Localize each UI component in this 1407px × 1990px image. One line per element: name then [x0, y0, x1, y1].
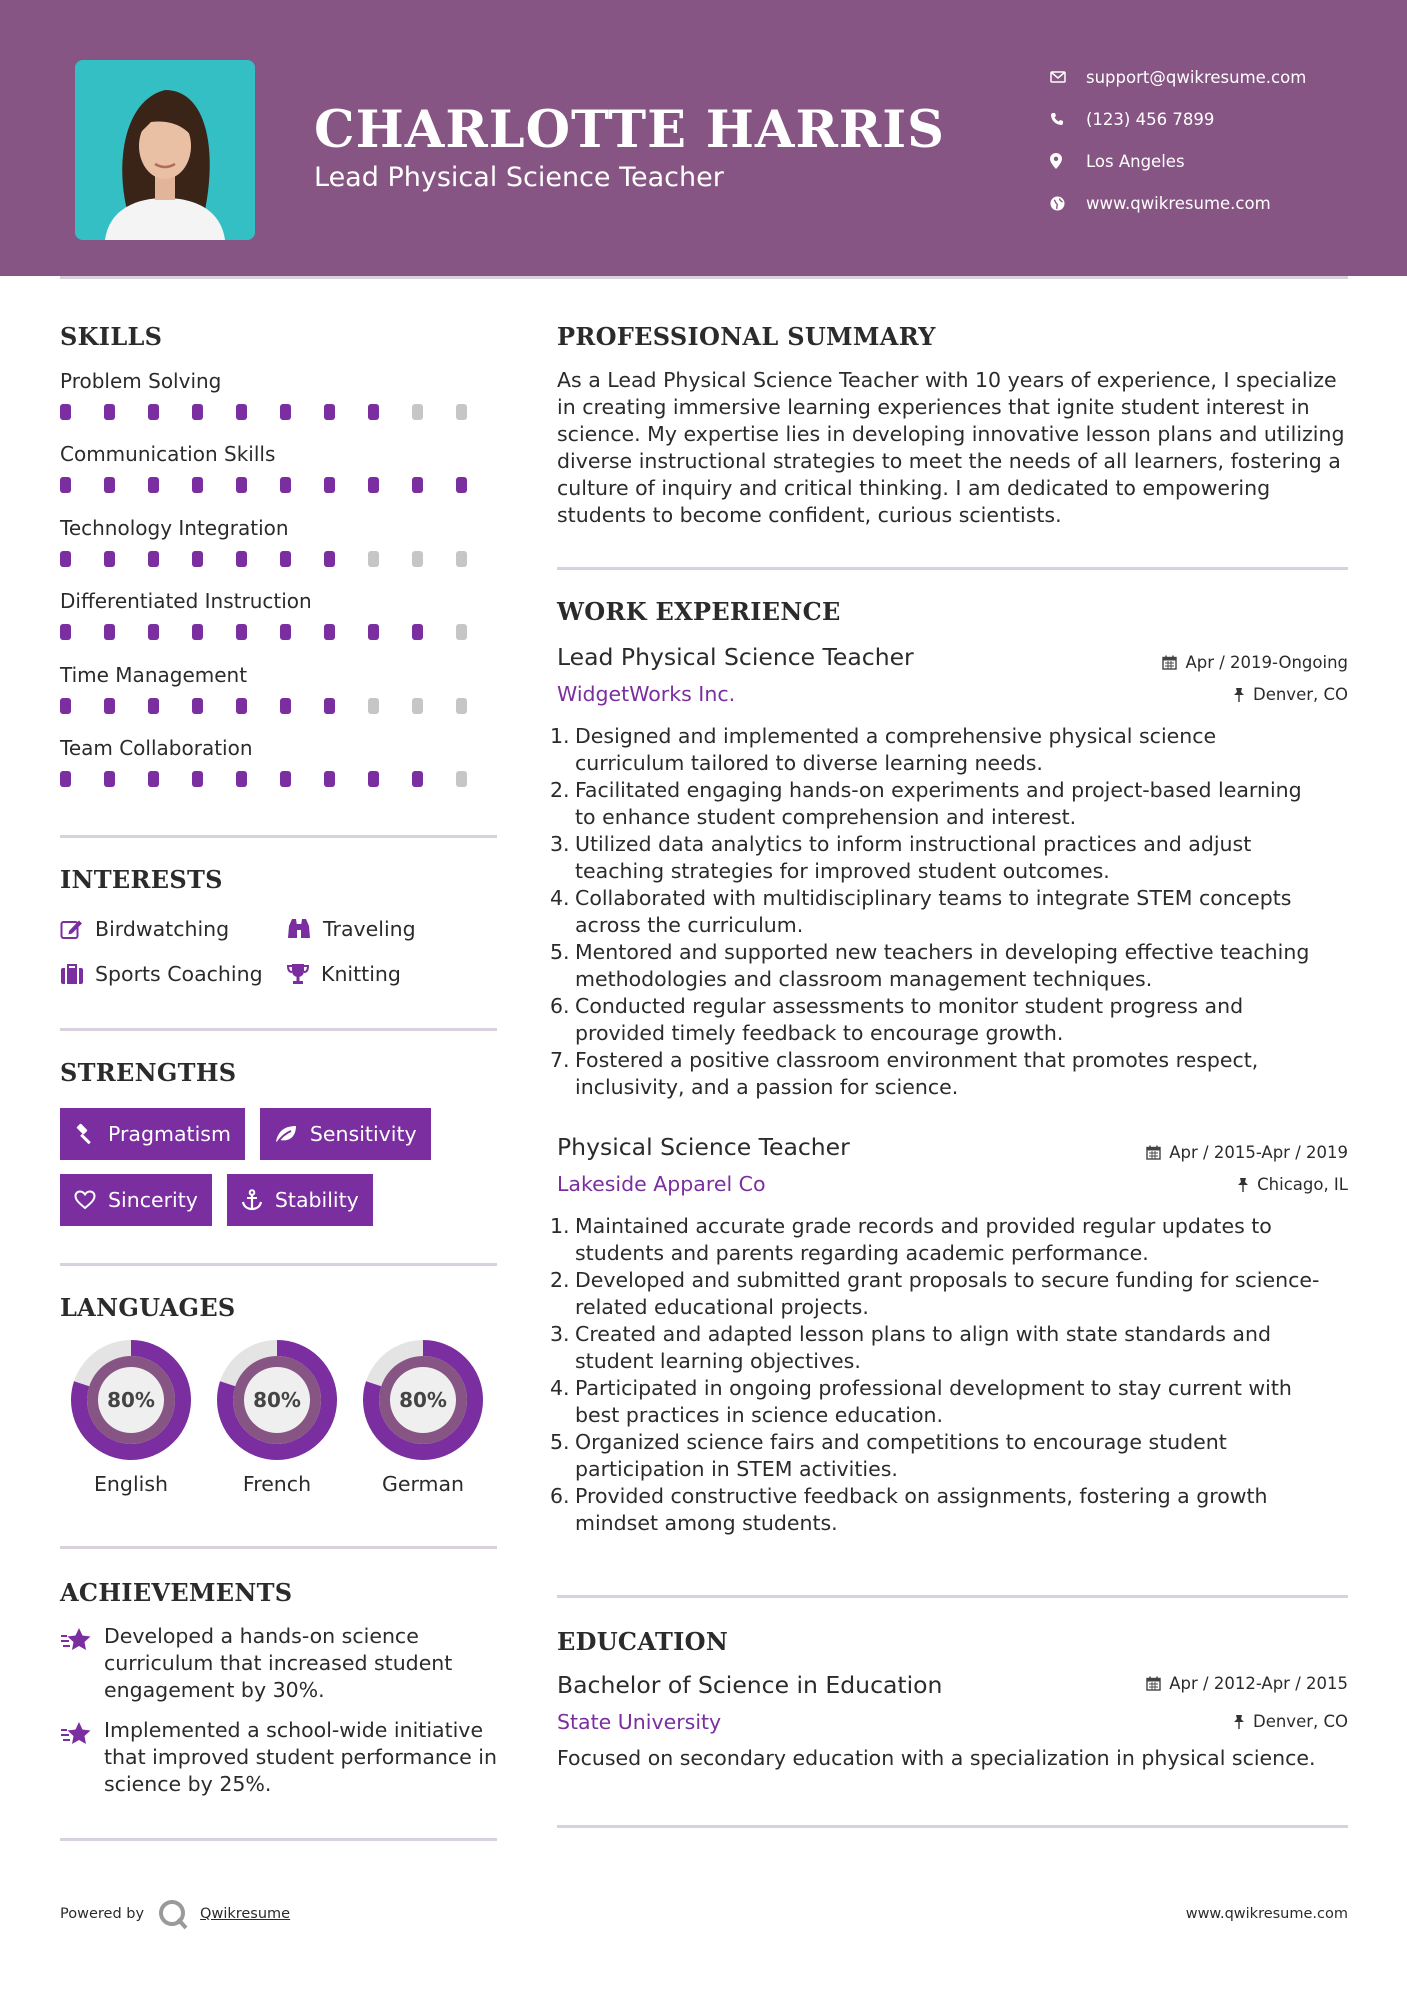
contact-phone-text: (123) 456 7899: [1086, 109, 1215, 129]
language-percent: 80%: [107, 1388, 155, 1412]
skill-name: Problem Solving: [60, 369, 222, 393]
responsibility-item: 2. Facilitated engaging hands-on experiments and project-based learning to enhance student comprehension and interest.: [550, 778, 1302, 829]
skill-rating-dot: [236, 771, 247, 787]
skill-rating-dot: [192, 477, 203, 493]
job-location-text: Denver, CO: [1252, 685, 1348, 704]
degree-title: Bachelor of Science in Education: [557, 1671, 943, 1699]
skill-rating-dot: [368, 477, 379, 493]
skill-rating-dot: [104, 551, 115, 567]
interest-label: Birdwatching: [95, 916, 230, 941]
skill-rating-dot: [236, 477, 247, 493]
language-item: [350, 1338, 496, 1496]
skill-rating-dot: [412, 404, 423, 420]
skill-rating-dot: [60, 698, 71, 714]
qwikresume-logo-icon: [156, 1897, 192, 1931]
skill-rating-dot: [192, 404, 203, 420]
skill-name: Communication Skills: [60, 442, 276, 467]
skills-list: [60, 366, 500, 806]
skill-rating-dot: [324, 698, 335, 714]
language-name: English: [93, 1472, 169, 1496]
job-title: Physical Science Teacher: [557, 1133, 850, 1161]
skill-rating-dot: [456, 771, 467, 787]
skill-rating-dot: [280, 771, 291, 787]
map-pin-icon: [1050, 153, 1086, 169]
strength-tag: [60, 1108, 245, 1160]
skill-rating-dot: [236, 404, 247, 420]
responsibility-item: 4. Participated in ongoing professional development to stay current with best practices in science education.: [550, 1376, 1292, 1427]
skill-rating-dot: [324, 404, 335, 420]
skill-name: Team Collaboration: [60, 735, 253, 760]
education-dates-text: Apr / 2012-Apr / 2015: [1169, 1674, 1348, 1693]
skill-rating-dot: [60, 551, 71, 567]
strength-label: Sensitivity: [309, 1122, 417, 1146]
gavel-icon: [74, 1123, 96, 1145]
trophy-icon: [286, 963, 310, 985]
company-name: Lakeside Apparel Co: [557, 1172, 766, 1196]
language-percent: 80%: [253, 1388, 301, 1412]
skill-name: Time Management: [60, 662, 248, 687]
contact-website-text: www.qwikresume.com: [1086, 193, 1271, 213]
responsibility-item: 4. Collaborated with multidisciplinary teams to integrate STEM concepts across the curriculum.: [550, 886, 1292, 937]
skill-rating-dot: [368, 624, 379, 640]
skill-rating-dot: [60, 477, 71, 493]
powered-by-text: Powered by: [60, 1906, 145, 1922]
skill-rating: [60, 624, 500, 640]
skill-rating-dot: [148, 551, 159, 567]
skill-rating-dot: [236, 698, 247, 714]
skill-item: [60, 586, 500, 659]
achievements-heading: ACHIEVEMENTS: [60, 1578, 293, 1607]
languages-heading: LANGUAGES: [60, 1293, 236, 1322]
language-name: French: [242, 1472, 312, 1496]
strength-tag: [227, 1174, 373, 1226]
skill-rating-dot: [60, 624, 71, 640]
suitcase-icon: [60, 963, 84, 985]
contact-email[interactable]: [1050, 56, 1390, 98]
pushpin-icon: [1233, 1714, 1245, 1729]
header-divider: [60, 276, 1348, 279]
profile-photo: [75, 60, 255, 240]
skill-rating-dot: [412, 698, 423, 714]
skill-rating-dot: [104, 624, 115, 640]
skill-rating: [60, 551, 500, 567]
language-progress-ring: [215, 1338, 339, 1462]
skill-item: [60, 366, 500, 439]
skill-rating-dot: [456, 477, 467, 493]
binoculars-icon: [286, 918, 312, 940]
language-progress-ring: [69, 1338, 193, 1462]
calendar-icon: [1162, 655, 1177, 670]
skill-rating-dot: [280, 624, 291, 640]
skill-rating-dot: [192, 698, 203, 714]
skill-rating-dot: [412, 624, 423, 640]
skill-rating-dot: [412, 477, 423, 493]
section-divider: [557, 1825, 1348, 1828]
skill-rating-dot: [368, 551, 379, 567]
responsibility-item: 1. Maintained accurate grade records and provided regular updates to students and parents regarding academic performance.: [550, 1214, 1272, 1265]
strength-tag: [60, 1174, 212, 1226]
language-item: [204, 1338, 350, 1496]
job-responsibilities: [550, 723, 1350, 1101]
skill-rating-dot: [368, 771, 379, 787]
qwikresume-link[interactable]: Qwikresume: [200, 1906, 291, 1922]
education-location-text: Denver, CO: [1252, 1712, 1348, 1731]
achievement-item: [60, 1717, 510, 1798]
skill-rating-dot: [148, 771, 159, 787]
interest-label: Sports Coaching: [95, 961, 263, 986]
skill-rating-dot: [192, 771, 203, 787]
skill-rating-dot: [236, 624, 247, 640]
star-icon: [60, 1717, 104, 1798]
responsibility-item: 6. Provided constructive feedback on assignments, fostering a growth mindset among students.: [550, 1484, 1268, 1535]
skill-rating-dot: [236, 551, 247, 567]
skill-item: [60, 513, 500, 586]
skill-rating: [60, 771, 500, 787]
skill-rating: [60, 404, 500, 420]
section-divider: [557, 567, 1348, 570]
skill-item: [60, 733, 500, 806]
achievement-text: Implemented a school-wide initiative that improved student performance in science by 25%.: [104, 1718, 497, 1796]
anchor-icon: [241, 1189, 263, 1211]
skill-rating-dot: [192, 551, 203, 567]
pushpin-icon: [1233, 687, 1245, 702]
leaf-icon: [274, 1124, 298, 1144]
skill-rating-dot: [148, 698, 159, 714]
skill-rating-dot: [324, 771, 335, 787]
school-name: State University: [557, 1710, 722, 1734]
calendar-icon: [1146, 1145, 1161, 1160]
education-heading: EDUCATION: [557, 1627, 729, 1656]
company-name: WidgetWorks Inc.: [557, 682, 736, 706]
contact-location: [1050, 140, 1390, 182]
skill-rating-dot: [280, 551, 291, 567]
skill-rating: [60, 698, 500, 714]
skill-rating-dot: [280, 404, 291, 420]
skill-rating-dot: [104, 404, 115, 420]
section-divider: [60, 1838, 497, 1841]
skill-rating-dot: [148, 404, 159, 420]
strength-label: Pragmatism: [108, 1122, 231, 1146]
skill-name: Differentiated Instruction: [60, 589, 312, 614]
skill-rating-dot: [104, 698, 115, 714]
skill-rating-dot: [456, 551, 467, 567]
education-location: [1233, 1712, 1348, 1731]
phone-icon: [1050, 112, 1086, 126]
skills-heading: SKILLS: [60, 322, 163, 351]
contact-location-text: Los Angeles: [1086, 151, 1185, 171]
skill-rating-dot: [192, 624, 203, 640]
star-icon: [60, 1623, 104, 1704]
contact-phone[interactable]: [1050, 98, 1390, 140]
pushpin-icon: [1237, 1177, 1249, 1192]
skill-rating: [60, 477, 500, 493]
candidate-name: CHARLOTTE HARRIS: [314, 100, 945, 160]
candidate-title: Lead Physical Science Teacher: [314, 162, 724, 193]
skill-rating-dot: [456, 698, 467, 714]
job-title: Lead Physical Science Teacher: [557, 643, 914, 671]
section-divider: [60, 1028, 497, 1031]
skill-rating-dot: [412, 771, 423, 787]
experience-heading: WORK EXPERIENCE: [557, 597, 841, 626]
languages-list: [58, 1338, 508, 1496]
responsibility-item: 7. Fostered a positive classroom environment that promotes respect, inclusivity, and a passion for science.: [550, 1048, 1259, 1099]
contact-list: [1050, 56, 1390, 224]
calendar-icon: [1146, 1676, 1161, 1691]
skill-item: [60, 660, 500, 733]
skill-rating-dot: [368, 404, 379, 420]
skill-rating-dot: [324, 477, 335, 493]
responsibility-item: 3. Utilized data analytics to inform instructional practices and adjust teaching strategies for improved student outcomes.: [550, 832, 1252, 883]
footer-powered-by: [60, 1897, 290, 1931]
language-progress-ring: [361, 1338, 485, 1462]
skill-rating-dot: [368, 698, 379, 714]
achievement-text: Developed a hands-on science curriculum that increased student engagement by 30%.: [104, 1624, 453, 1702]
language-percent: 80%: [399, 1388, 447, 1412]
skill-rating-dot: [324, 624, 335, 640]
job-location: [1237, 1175, 1348, 1194]
language-item: [58, 1338, 204, 1496]
job-location-text: Chicago, IL: [1257, 1175, 1348, 1194]
skill-rating-dot: [280, 698, 291, 714]
interest-item: [286, 962, 401, 986]
strength-tag: [260, 1108, 431, 1160]
responsibility-item: 5. Organized science fairs and competitions to encourage student participation in STEM activities.: [550, 1430, 1227, 1481]
skill-item: [60, 439, 500, 512]
responsibility-item: 1. Designed and implemented a comprehensive physical science curriculum tailored to diverse learning needs.: [550, 724, 1217, 775]
interest-item: [286, 917, 416, 941]
resume-header: [0, 0, 1407, 276]
responsibility-item: 2. Developed and submitted grant proposals to secure funding for science- related educational projects.: [550, 1268, 1320, 1319]
footer-website[interactable]: www.qwikresume.com: [1185, 1906, 1348, 1922]
section-divider: [60, 835, 497, 838]
education-dates: [1146, 1674, 1348, 1693]
contact-email-text: support@qwikresume.com: [1086, 67, 1307, 87]
interests-list: [60, 906, 500, 996]
skill-rating-dot: [148, 624, 159, 640]
language-name: German: [381, 1472, 465, 1496]
pencil-square-icon: [60, 918, 84, 940]
skill-rating-dot: [60, 404, 71, 420]
section-divider: [60, 1546, 497, 1549]
skill-rating-dot: [104, 477, 115, 493]
strengths-heading: STRENGTHS: [60, 1058, 237, 1087]
skill-rating-dot: [412, 551, 423, 567]
skill-rating-dot: [324, 551, 335, 567]
strengths-list: [60, 1108, 510, 1240]
globe-icon: [1050, 196, 1086, 211]
skill-rating-dot: [456, 404, 467, 420]
skill-rating-dot: [148, 477, 159, 493]
interest-label: Knitting: [321, 961, 401, 986]
achievement-item: [60, 1623, 510, 1704]
strength-label: Stability: [274, 1188, 359, 1212]
education-description: Focused on secondary education with a specialization in physical science.: [557, 1746, 1316, 1770]
skill-rating-dot: [456, 624, 467, 640]
summary-heading: PROFESSIONAL SUMMARY: [557, 322, 936, 351]
job-responsibilities: [550, 1213, 1350, 1537]
responsibility-item: 3. Created and adapted lesson plans to align with state standards and student learning objectives.: [550, 1322, 1271, 1373]
responsibility-item: 6. Conducted regular assessments to monitor student progress and provided timely feedback to encourage growth.: [550, 994, 1244, 1045]
contact-website[interactable]: [1050, 182, 1390, 224]
summary-text: As a Lead Physical Science Teacher with 10 years of experience, I specialize in creating immersive learning experiences that ignite student interest in science. My expertise lies in developing innovative lesson plans and utilizing diverse instructional strategies to meet the needs of all learners, fostering a culture of inquiry and critical thinking. I am dedicated to empowering students to become confident, curious scientists.: [557, 368, 1345, 527]
skill-rating-dot: [104, 771, 115, 787]
section-divider: [60, 1263, 497, 1266]
strength-label: Sincerity: [108, 1188, 198, 1212]
job-dates: [1162, 653, 1348, 672]
responsibility-item: 5. Mentored and supported new teachers in developing effective teaching methodologies and classroom management techniques.: [550, 940, 1310, 991]
job-dates: [1146, 1143, 1348, 1162]
skill-rating-dot: [280, 477, 291, 493]
job-dates-text: Apr / 2015-Apr / 2019: [1169, 1143, 1348, 1162]
job-dates-text: Apr / 2019-Ongoing: [1185, 653, 1348, 672]
section-divider: [557, 1595, 1348, 1598]
interest-item: [60, 917, 278, 941]
interests-heading: INTERESTS: [60, 865, 223, 894]
interest-label: Traveling: [323, 916, 416, 941]
skill-rating-dot: [60, 771, 71, 787]
envelope-icon: [1050, 71, 1086, 83]
job-location: [1233, 685, 1348, 704]
heart-icon: [74, 1190, 96, 1210]
interest-item: [60, 962, 278, 986]
skill-name: Technology Integration: [60, 515, 289, 540]
